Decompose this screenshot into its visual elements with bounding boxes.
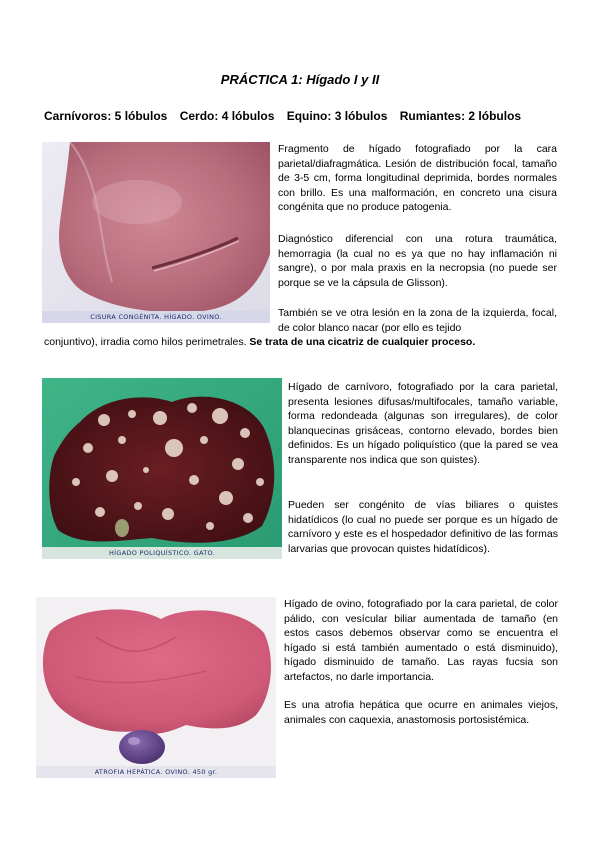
page-title: PRÁCTICA 1: Hígado I y II [220,72,380,87]
photo-caption: CISURA CONGÉNITA. HÍGADO. OVINO. [90,313,222,321]
section2-paragraph-1: Hígado de carnívoro, fotografiado por la cara parietal, presenta lesiones difusas/multifocales, tamaño variable, forma redondeada (algunas son irregulares), de color blanquecinas grisáceas, contorno elevado, bordes bien definidos. Es un hígado poliquístico (que la pared se vea transparente nos indica que son quistes). [288,381,558,466]
section1-paragraph-3-text: conjuntivo), irradia como hilos perimetrales. [44,336,250,348]
section1-paragraph-3-line-1: También se ve otra lesión en la zona de la izquierda, focal, de color blanco nacar (por ello es tejido [278,307,557,334]
photo-caption: ATROFIA HEPÁTICA. OVINO. 450 gr. [94,768,218,776]
section1-paragraph-2: Diagnóstico diferencial con una rotura traumática, hemorragia (la cual no es ya que no hay inflamación ni sangre), o por mala praxis en la necropsia (no puede ser porque se ve la cápsula de Glisson). [278,233,557,289]
photo-atrophic-liver [36,597,276,778]
lobes-carnivores: Carnívoros: 5 lóbulos [44,109,168,123]
section1-conclusion: Se trata de una cicatriz de cualquier proceso. [249,336,476,348]
photo-liver-fissure [42,142,270,323]
photo-polycystic-liver [42,378,282,559]
lobes-ruminants: Rumiantes: 2 lóbulos [399,109,522,123]
lobe-count-line [44,109,564,123]
section3-paragraph-1: Hígado de ovino, fotografiado por la cara parietal, de color pálido, con vesícular biliar aumentada de tamaño (en estos casos debemos observar como se encuentra el hígado si está también aumentado o está disminuido), hígado disminuido de tamaño. Las rayas fucsia son artefactos, no darle importancia. [284,598,558,683]
section3-paragraph-2: Es una atrofia hepática que ocurre en animales viejos, animales con caquexia, anastomosis portosistémica. [284,699,558,726]
photo-caption: HÍGADO POLIQUÍSTICO. GATO. [108,549,216,557]
lobes-horse: Equino: 3 lóbulos [286,109,388,123]
section1-paragraph-1: Fragmento de hígado fotografiado por la cara parietal/diafragmática. Lesión de distribución focal, tamaño de 3-5 cm, forma longitudinal deprimida, bordes normales con brillo. Es una malformación, en concreto una cisura congénita que no produce patogenia. [278,143,557,214]
lobes-pig: Cerdo: 4 lóbulos [179,109,275,123]
section2-paragraph-2: Pueden ser congénito de vías biliares o quistes hidatídicos (lo cual no puede ser porque es un hígado de carnívoro y este es el hospedador definitivo de las formas larvarias que provocan quistes hidatídicos). [288,499,558,555]
section1-paragraph-3-line-2 [44,335,558,350]
